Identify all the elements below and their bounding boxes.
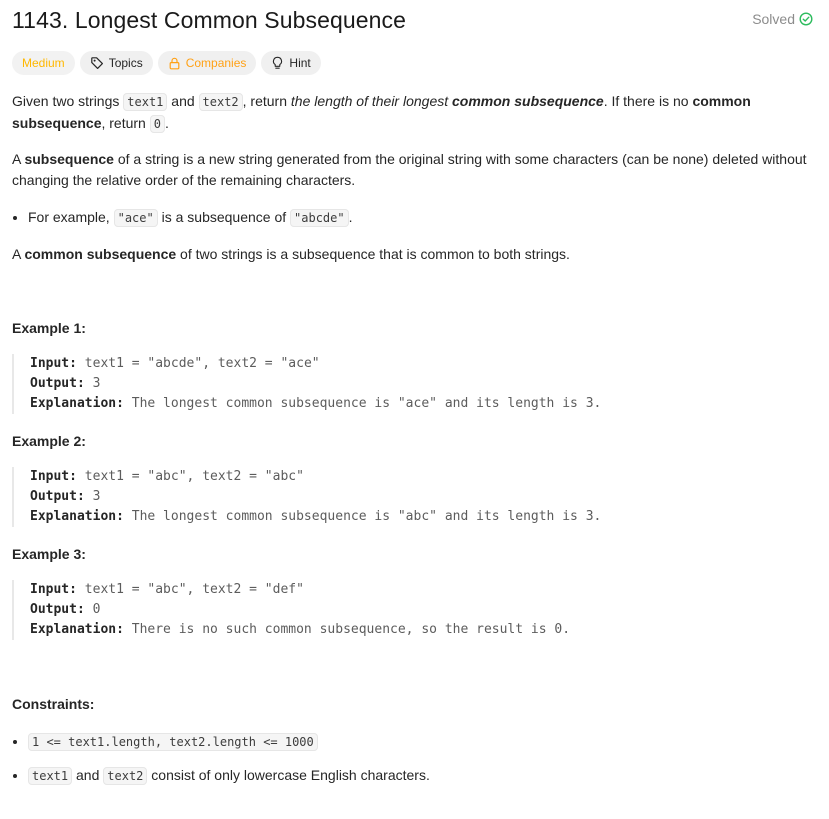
constraint-item — [28, 765, 430, 787]
inline-code: 0 — [150, 115, 165, 133]
explanation-key: Explanation: — [30, 509, 124, 524]
text: . If there is no — [603, 93, 693, 109]
input-key: Input: — [30, 582, 77, 597]
output-value: 3 — [84, 489, 101, 504]
explanation-value: There is no such common subsequence, so the result is 0. — [123, 622, 571, 637]
example-input-line — [30, 580, 810, 600]
input-key: Input: — [30, 356, 77, 371]
strong-text: subsequence — [24, 151, 114, 167]
constraints-list — [12, 731, 430, 799]
text: and — [72, 767, 104, 783]
text: . — [164, 115, 169, 131]
text: of a string is a new string generated from the original string with some characters (can be none) deleted without changing the relative order of the remaining characters. — [12, 151, 807, 188]
solved-label: Solved — [752, 11, 795, 27]
explanation-key: Explanation: — [30, 396, 124, 411]
input-value: text1 = "abc", text2 = "abc" — [76, 469, 304, 484]
text: A — [12, 151, 25, 167]
strong-text: common subsequence — [12, 93, 751, 131]
hint-label: Hint — [289, 56, 311, 70]
output-value: 3 — [84, 376, 101, 391]
check-circle-icon — [799, 12, 813, 26]
input-value: text1 = "abcde", text2 = "ace" — [76, 356, 320, 371]
explanation-value: The longest common subsequence is "abc" and its length is 3. — [123, 509, 602, 524]
example-2-label: Example 2: — [12, 433, 86, 449]
difficulty-label: Medium — [22, 56, 65, 70]
strong-text: common subsequence — [24, 246, 177, 262]
inline-code: text1 — [28, 767, 72, 785]
inline-code: text2 — [199, 93, 243, 111]
companies-button[interactable] — [158, 51, 257, 75]
inline-code: text2 — [103, 767, 147, 785]
text: . — [348, 209, 353, 225]
output-key: Output: — [30, 602, 85, 617]
description-paragraph — [12, 91, 772, 135]
problem-description — [12, 0, 817, 783]
text: For example, — [28, 209, 114, 225]
subsequence-definition — [12, 149, 817, 191]
problem-title[interactable]: 1143. Longest Common Subsequence — [12, 7, 407, 33]
difficulty-badge — [12, 51, 75, 75]
text: and — [167, 93, 199, 109]
topics-label: Topics — [108, 56, 143, 70]
output-value: 0 — [84, 602, 101, 617]
companies-label: Companies — [185, 56, 247, 70]
example-3-block — [12, 580, 810, 640]
topics-button[interactable] — [80, 51, 153, 75]
example-3-label: Example 3: — [12, 546, 86, 562]
list-item — [28, 207, 353, 229]
tag-icon — [90, 56, 104, 70]
constraint-item — [28, 731, 430, 753]
inline-code: text1 — [123, 93, 167, 111]
example-input-line — [30, 354, 810, 374]
constraints-label: Constraints: — [12, 696, 95, 712]
input-value: text1 = "abc", text2 = "def" — [76, 582, 304, 597]
text: is a subsequence of — [157, 209, 291, 225]
text: Given two strings — [12, 93, 124, 109]
explanation-key: Explanation: — [30, 622, 124, 637]
inline-code: "ace" — [114, 209, 158, 227]
text: , return — [101, 115, 150, 131]
example-output-line — [30, 374, 810, 394]
text: A — [12, 246, 25, 262]
solved-status — [752, 11, 813, 27]
hint-button[interactable] — [261, 51, 320, 75]
inline-code: "abcde" — [290, 209, 349, 227]
text: consist of only lowercase English characters. — [147, 767, 430, 783]
common-subsequence-definition — [12, 244, 570, 265]
input-key: Input: — [30, 469, 77, 484]
explanation-value: The longest common subsequence is "ace" and its length is 3. — [123, 396, 602, 411]
text: of two strings is a subsequence that is common to both strings. — [176, 246, 570, 262]
emphasis — [291, 93, 604, 109]
output-key: Output: — [30, 489, 85, 504]
example-1-label: Example 1: — [12, 320, 86, 336]
title-row — [12, 0, 817, 42]
example-explanation-line — [30, 394, 810, 414]
emphasis-strong: common subsequence — [452, 93, 604, 109]
tag-bar — [12, 51, 321, 75]
lightbulb-icon — [271, 56, 284, 70]
example-output-line — [30, 600, 810, 620]
text: , return — [242, 93, 291, 109]
text: the length of their longest — [290, 93, 453, 109]
example-explanation-line — [30, 620, 810, 640]
example-list — [12, 207, 353, 229]
inline-code: 1 <= text1.length, text2.length <= 1000 — [28, 733, 318, 751]
example-output-line — [30, 487, 810, 507]
example-1-block — [12, 354, 810, 414]
lock-icon — [168, 57, 181, 70]
output-key: Output: — [30, 376, 85, 391]
example-2-block — [12, 467, 810, 527]
example-explanation-line — [30, 507, 810, 527]
example-input-line — [30, 467, 810, 487]
